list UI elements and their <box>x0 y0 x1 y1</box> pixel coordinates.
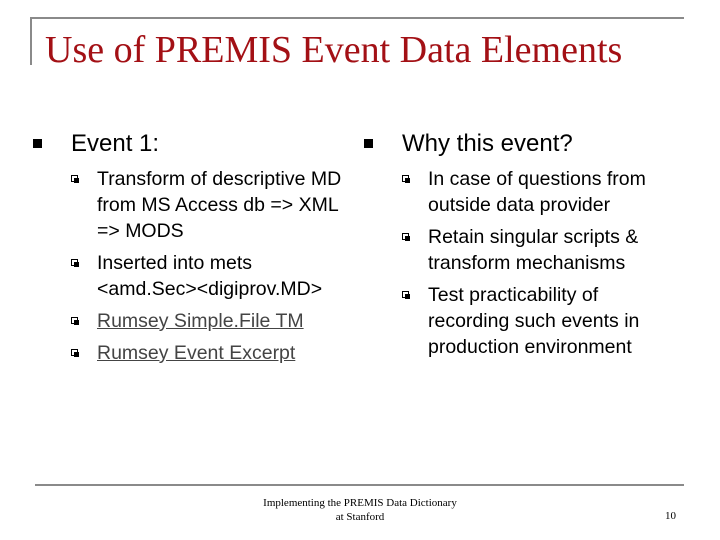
bullet-text: Test practicability of recording such events in production environment <box>428 284 640 358</box>
box-bullet-icon <box>71 175 78 182</box>
bullet-text: Why this event? <box>402 130 573 157</box>
page-number: 10 <box>665 510 676 522</box>
bullet-text: Event 1: <box>71 130 160 157</box>
sub-bullet <box>402 224 678 276</box>
rumsey-event-excerpt-link[interactable]: Rumsey Event Excerpt <box>97 342 296 364</box>
box-bullet-icon <box>71 259 78 266</box>
sub-bullet <box>402 282 678 360</box>
title-rule-left <box>30 17 32 65</box>
bullet-text: Transform of descriptive MD from MS Access db => XML => MODS <box>97 168 342 242</box>
box-bullet-icon <box>402 291 409 298</box>
sub-bullet <box>71 250 353 302</box>
square-bullet-icon <box>33 139 42 148</box>
footer-line-1: Implementing the PREMIS Data Dictionary <box>263 497 457 509</box>
bullet-text: Retain singular scripts & transform mechanisms <box>428 226 639 274</box>
rumsey-simplefile-link[interactable]: Rumsey Simple.File TM <box>97 310 304 332</box>
sub-bullet <box>402 166 698 218</box>
box-bullet-icon <box>71 317 78 324</box>
footer-line-2: at Stanford <box>335 511 385 523</box>
box-bullet-icon <box>402 233 409 240</box>
left-column <box>33 130 353 366</box>
sub-bullet <box>71 166 347 244</box>
box-bullet-icon <box>402 175 409 182</box>
bullet-why <box>364 130 694 158</box>
slide-title: Use of PREMIS Event Data Elements <box>45 29 623 71</box>
footer-text <box>250 496 470 524</box>
bullet-text: Inserted into mets <amd.Sec><digiprov.MD> <box>97 252 323 300</box>
bullet-event-1 <box>33 130 353 158</box>
square-bullet-icon <box>364 139 373 148</box>
sub-bullet <box>71 340 353 366</box>
right-column <box>364 130 694 360</box>
sub-bullet <box>71 308 353 334</box>
title-rule <box>30 17 684 19</box>
box-bullet-icon <box>71 349 78 356</box>
bullet-text: In case of questions from outside data provider <box>428 168 646 216</box>
footer-rule <box>35 484 684 486</box>
